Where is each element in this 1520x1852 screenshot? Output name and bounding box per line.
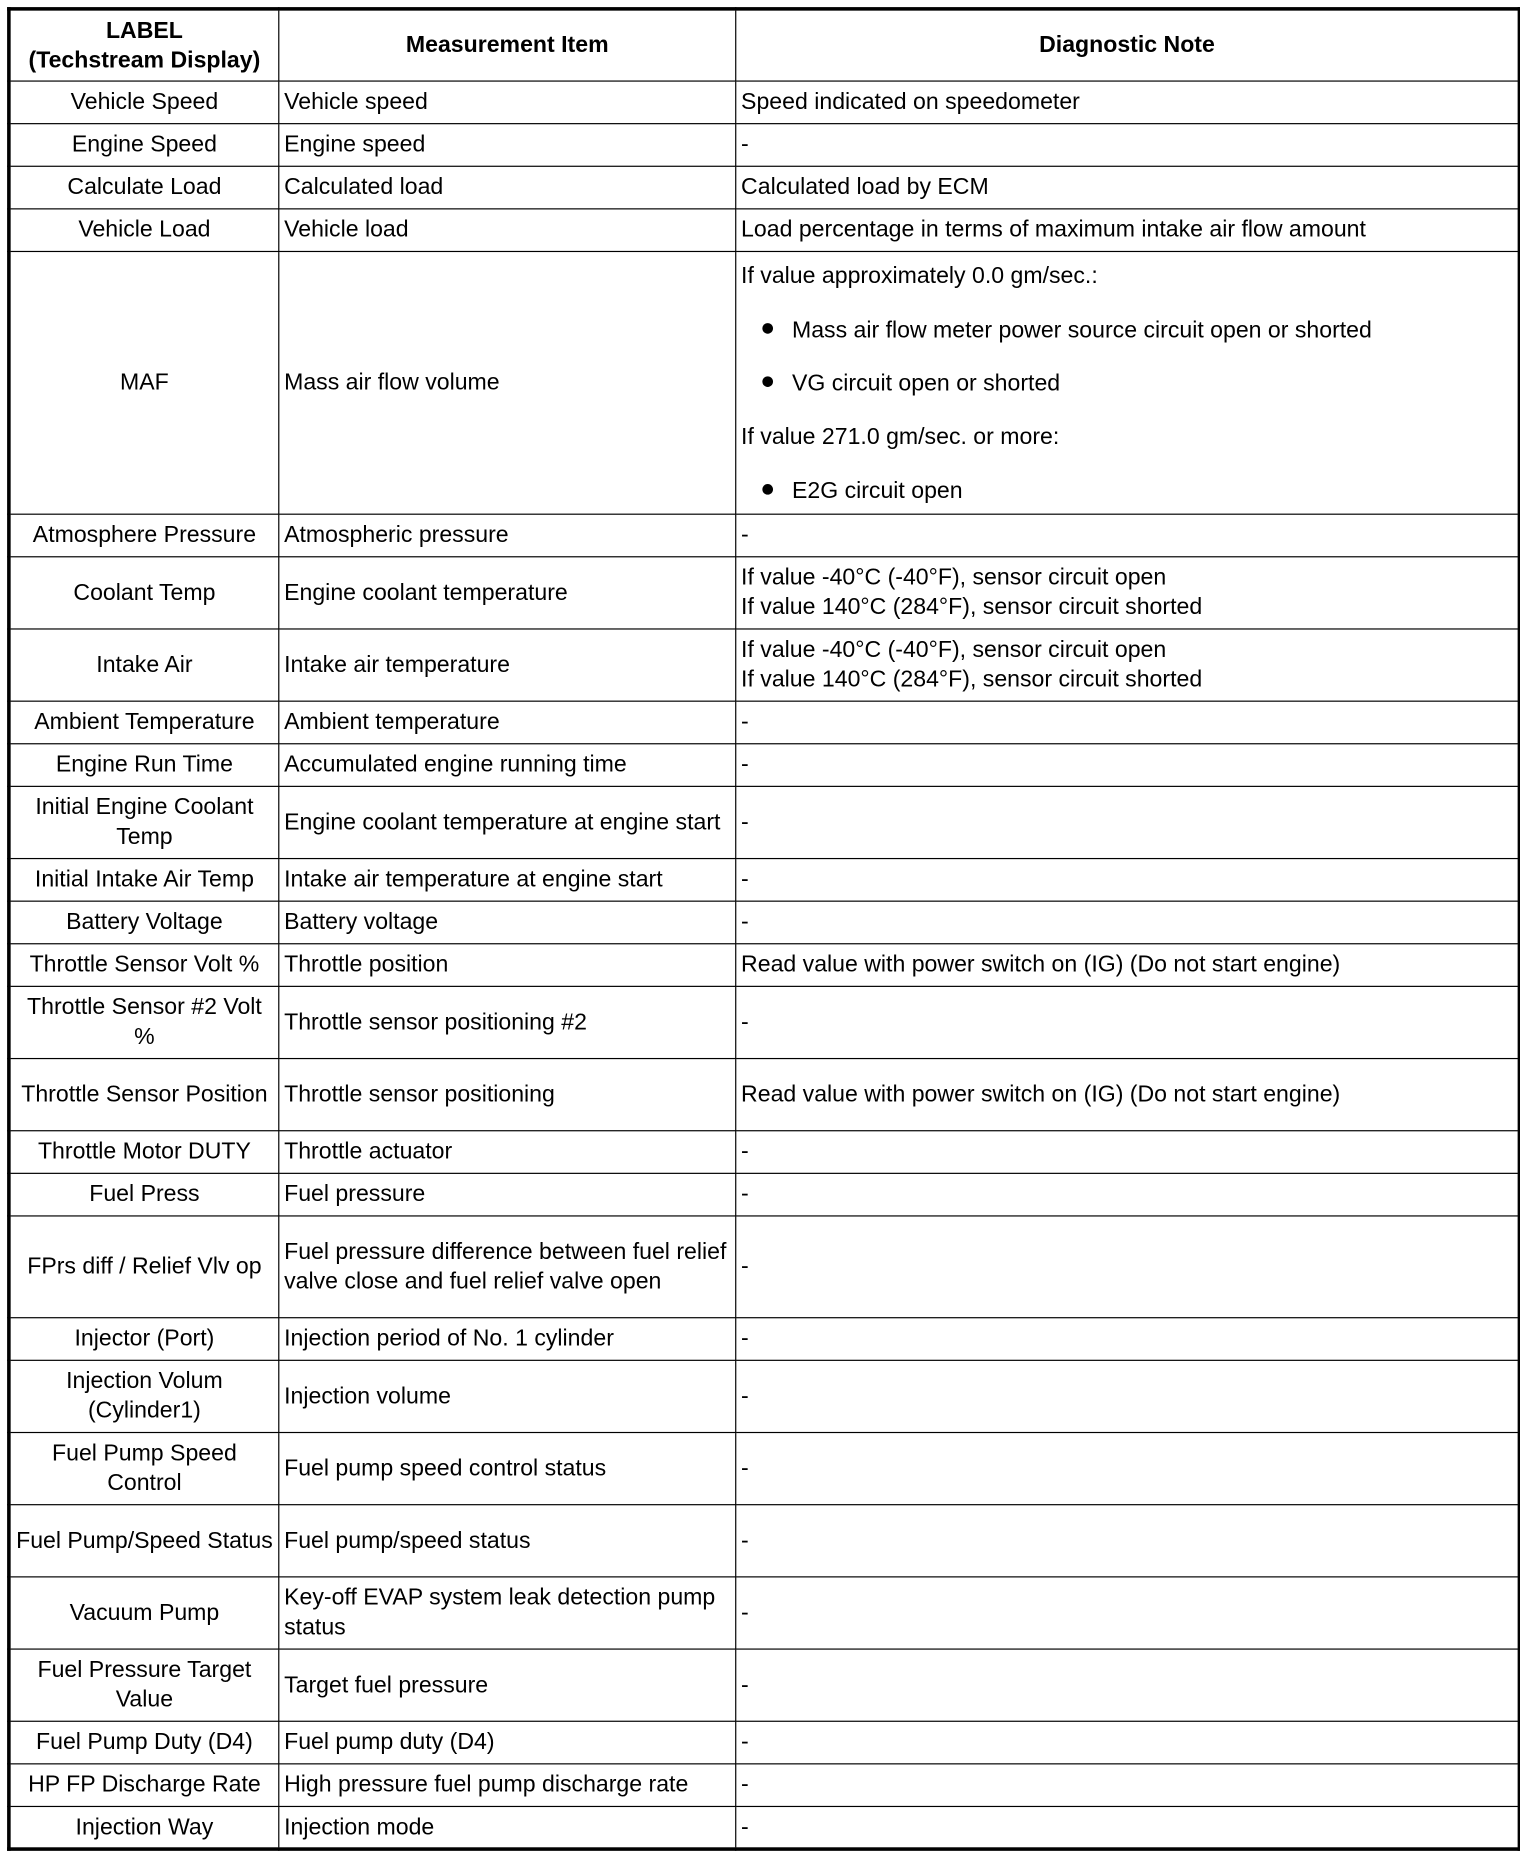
row-measurement-item: Throttle position [279,944,736,987]
row-label: Atmosphere Pressure [9,514,279,557]
table-row [9,629,1520,701]
row-diagnostic-note: - [736,124,1520,167]
row-label: Throttle Sensor #2 Volt % [9,986,279,1058]
row-diagnostic-note: - [736,1131,1520,1174]
row-label: Intake Air [9,629,279,701]
table-row [9,1764,1520,1807]
table-row [9,1505,1520,1577]
table-row [9,1216,1520,1318]
row-measurement-item: Key-off EVAP system leak detection pump status [279,1577,736,1649]
row-measurement-item: Throttle sensor positioning [279,1059,736,1131]
table-row [9,1577,1520,1649]
row-label: Engine Speed [9,124,279,167]
row-label: Battery Voltage [9,901,279,944]
row-diagnostic-note: - [736,1764,1520,1807]
row-measurement-item: Accumulated engine running time [279,744,736,787]
diagnostic-note-column-header: Diagnostic Note [736,9,1520,81]
table-row [9,701,1520,744]
table-row [9,786,1520,858]
row-measurement-item: Intake air temperature at engine start [279,859,736,902]
row-measurement-item: Throttle actuator [279,1131,736,1174]
row-label: Initial Engine Coolant Temp [9,786,279,858]
row-measurement-item: High pressure fuel pump discharge rate [279,1764,736,1807]
row-measurement-item: Engine coolant temperature at engine start [279,786,736,858]
row-diagnostic-note: - [736,1318,1520,1361]
table-row [9,944,1520,987]
table-row [9,1360,1520,1432]
row-label: Initial Intake Air Temp [9,859,279,902]
row-label: Vehicle Load [9,209,279,252]
row-label: MAF [9,251,279,514]
row-measurement-item: Target fuel pressure [279,1649,736,1721]
row-measurement-item: Ambient temperature [279,701,736,744]
row-diagnostic-note: - [736,859,1520,902]
row-label: Throttle Motor DUTY [9,1131,279,1174]
row-measurement-item: Fuel pump/speed status [279,1505,736,1577]
row-diagnostic-note: - [736,514,1520,557]
row-label: HP FP Discharge Rate [9,1764,279,1807]
row-diagnostic-note: - [736,1577,1520,1649]
table-row [9,81,1520,124]
row-diagnostic-note: Calculated load by ECM [736,166,1520,209]
table-row [9,1433,1520,1505]
header-row [9,9,1520,81]
bullet-icon [762,484,773,495]
bullet-item: Mass air flow meter power source circuit open or shorted [741,304,1513,357]
row-measurement-item: Engine speed [279,124,736,167]
row-label: Injection Way [9,1806,279,1849]
table-row [9,986,1520,1058]
row-measurement-item: Fuel pump duty (D4) [279,1721,736,1764]
row-label: Calculate Load [9,166,279,209]
row-measurement-item: Mass air flow volume [279,251,736,514]
row-measurement-item: Throttle sensor positioning #2 [279,986,736,1058]
row-measurement-item: Injection period of No. 1 cylinder [279,1318,736,1361]
table-row-maf [9,251,1520,514]
row-measurement-item: Battery voltage [279,901,736,944]
row-label: Fuel Pump Duty (D4) [9,1721,279,1764]
data-list-table [7,7,1520,1851]
bullet-icon [762,376,773,387]
row-label: Vacuum Pump [9,1577,279,1649]
note-condition-text: If value approximately 0.0 gm/sec.: [741,262,1098,289]
row-diagnostic-note: - [736,986,1520,1058]
row-label: Ambient Temperature [9,701,279,744]
table-row [9,557,1520,629]
row-measurement-item: Fuel pressure [279,1173,736,1216]
row-measurement-item: Calculated load [279,166,736,209]
row-diagnostic-note: If value -40°C (-40°F), sensor circuit open If value 140°C (284°F), sensor circuit shorted [736,629,1520,701]
row-label: Throttle Sensor Position [9,1059,279,1131]
bullet-item: E2G circuit open [741,464,1513,508]
row-diagnostic-note: - [736,1721,1520,1764]
table-row [9,514,1520,557]
row-diagnostic-note: Read value with power switch on (IG) (Do not start engine) [736,944,1520,987]
row-label: Fuel Pump Speed Control [9,1433,279,1505]
row-label: Injection Volum (Cylinder1) [9,1360,279,1432]
row-label: Fuel Pump/Speed Status [9,1505,279,1577]
row-measurement-item: Intake air temperature [279,629,736,701]
row-diagnostic-note [736,251,1520,514]
row-measurement-item: Vehicle load [279,209,736,252]
table-row [9,209,1520,252]
row-diagnostic-note: - [736,901,1520,944]
measurement-item-column-header: Measurement Item [279,9,736,81]
row-measurement-item: Injection volume [279,1360,736,1432]
row-diagnostic-note: - [736,1505,1520,1577]
row-diagnostic-note: - [736,1216,1520,1318]
label-column-header: LABEL (Techstream Display) [9,9,279,81]
row-label: Throttle Sensor Volt % [9,944,279,987]
table-row [9,1131,1520,1174]
row-diagnostic-note: - [736,744,1520,787]
row-label: Fuel Press [9,1173,279,1216]
table-row [9,901,1520,944]
table-row [9,744,1520,787]
row-label: Fuel Pressure Target Value [9,1649,279,1721]
row-diagnostic-note: - [736,701,1520,744]
row-diagnostic-note: - [736,1433,1520,1505]
row-diagnostic-note: Load percentage in terms of maximum intake air flow amount [736,209,1520,252]
table-row [9,859,1520,902]
row-diagnostic-note: - [736,1649,1520,1721]
row-diagnostic-note: - [736,786,1520,858]
row-label: Engine Run Time [9,744,279,787]
table-row [9,1721,1520,1764]
row-measurement-item: Fuel pump speed control status [279,1433,736,1505]
row-measurement-item: Fuel pressure difference between fuel relief valve close and fuel relief valve open [279,1216,736,1318]
table-row [9,1173,1520,1216]
row-diagnostic-note: - [736,1360,1520,1432]
table-row [9,1318,1520,1361]
row-diagnostic-note: If value -40°C (-40°F), sensor circuit open If value 140°C (284°F), sensor circuit shorted [736,557,1520,629]
bullet-icon [762,323,773,334]
row-diagnostic-note: - [736,1173,1520,1216]
row-label: Coolant Temp [9,557,279,629]
row-measurement-item: Engine coolant temperature [279,557,736,629]
table-row [9,1649,1520,1721]
row-label: FPrs diff / Relief Vlv op [9,1216,279,1318]
table-row [9,124,1520,167]
row-measurement-item: Injection mode [279,1806,736,1849]
table-row [9,166,1520,209]
table-row [9,1806,1520,1849]
row-measurement-item: Atmospheric pressure [279,514,736,557]
note-condition-text: If value 271.0 gm/sec. or more: [741,423,1060,450]
row-label: Injector (Port) [9,1318,279,1361]
row-diagnostic-note: Speed indicated on speedometer [736,81,1520,124]
row-label: Vehicle Speed [9,81,279,124]
row-diagnostic-note: Read value with power switch on (IG) (Do not start engine) [736,1059,1520,1131]
row-measurement-item: Vehicle speed [279,81,736,124]
bullet-item: VG circuit open or shorted [741,357,1513,410]
table-row [9,1059,1520,1131]
row-diagnostic-note: - [736,1806,1520,1849]
